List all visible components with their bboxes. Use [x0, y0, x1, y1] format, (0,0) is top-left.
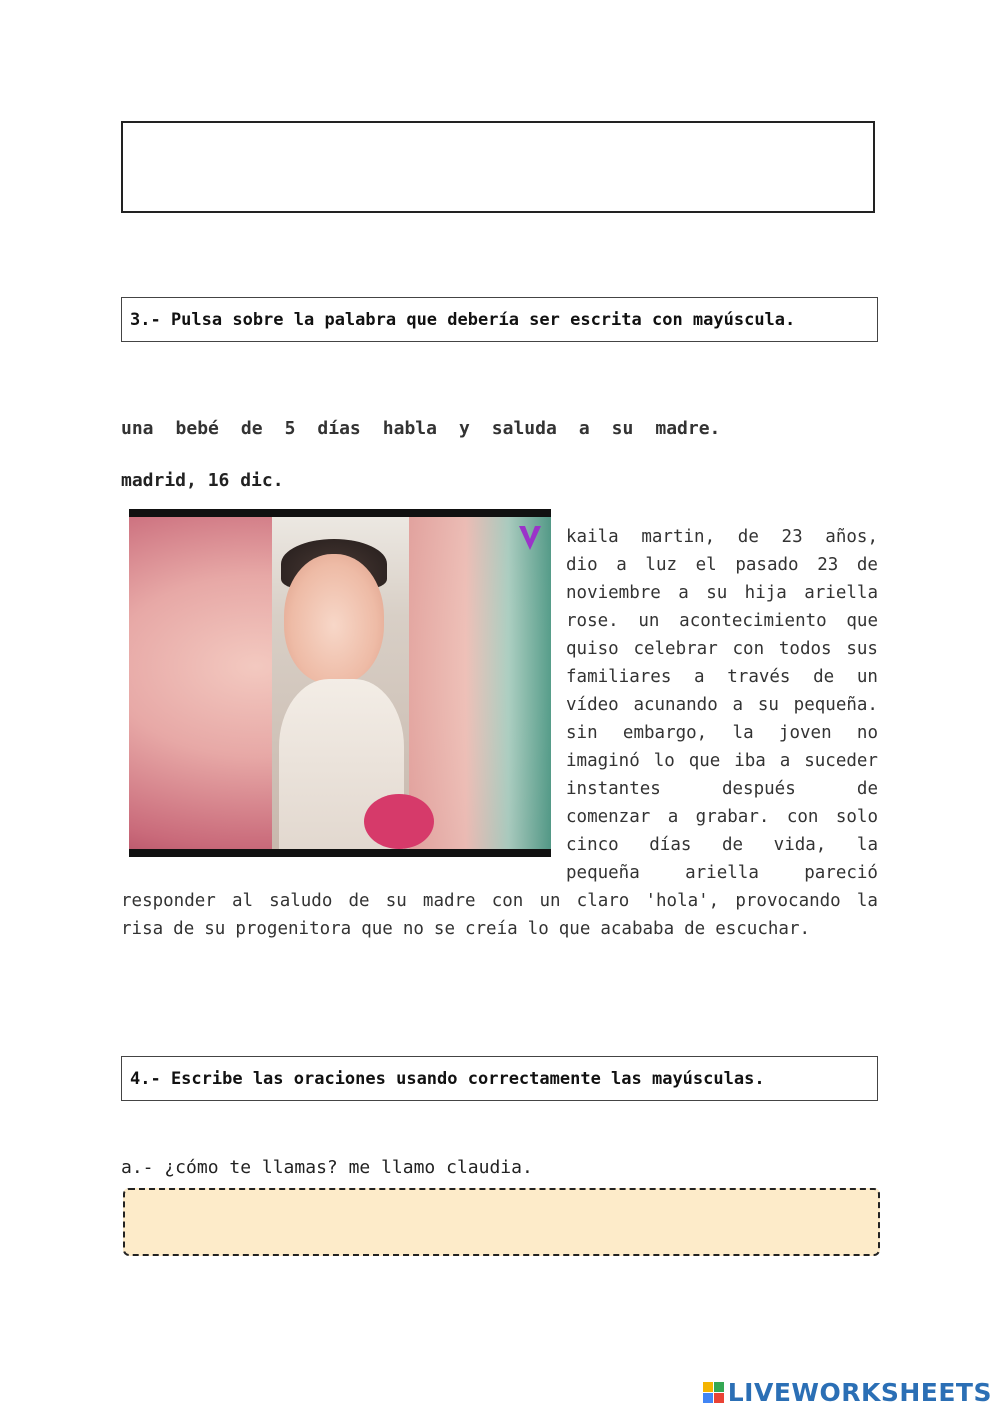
article-word[interactable]: que	[558, 919, 591, 939]
article-word[interactable]: imaginó	[566, 751, 640, 771]
instruction-4: 4.- Escribe las oraciones usando correctamente las mayúsculas.	[121, 1056, 878, 1101]
headline-word[interactable]: madre.	[655, 418, 721, 439]
article-line	[121, 887, 878, 915]
article-word[interactable]: joven	[778, 723, 832, 743]
article-word[interactable]: a	[732, 695, 744, 715]
article-word[interactable]: todos	[778, 639, 832, 659]
article-line	[121, 915, 878, 943]
article-word[interactable]: de	[813, 667, 835, 687]
date-text: 16 dic.	[207, 470, 284, 491]
article-word[interactable]: la	[856, 891, 878, 911]
dateline	[121, 470, 284, 491]
article-word[interactable]: con	[786, 807, 819, 827]
article-word[interactable]: lo	[653, 751, 675, 771]
article-word[interactable]: que	[846, 611, 878, 631]
article-line	[566, 691, 878, 719]
question-a: a.- ¿cómo te llamas? me llamo claudia.	[121, 1157, 533, 1178]
article-word[interactable]: progenitora	[235, 919, 352, 939]
baby-face	[284, 554, 384, 684]
article-word[interactable]: su	[385, 891, 407, 911]
word-madrid[interactable]: madrid,	[121, 470, 197, 491]
article-word[interactable]: no	[856, 723, 878, 743]
article-word[interactable]: 23	[817, 555, 839, 575]
article-word[interactable]: de	[348, 891, 370, 911]
article-word[interactable]: comenzar	[566, 807, 651, 827]
article-word[interactable]: lo	[527, 919, 549, 939]
article-word[interactable]: de	[173, 919, 195, 939]
liveworksheets-mark-icon	[703, 1382, 724, 1403]
article-word[interactable]: dio	[566, 555, 598, 575]
article-word[interactable]: se	[433, 919, 455, 939]
article-word[interactable]: hija	[744, 583, 787, 603]
article-word[interactable]: a	[616, 555, 627, 575]
photo-right-blur	[409, 517, 551, 849]
headline-word[interactable]: y	[458, 418, 470, 439]
article-word[interactable]: de	[722, 835, 744, 855]
article-word[interactable]: de	[856, 779, 878, 799]
article-word[interactable]: escuchar.	[715, 919, 811, 939]
article-word[interactable]: familiares	[566, 667, 672, 687]
v-logo-icon	[517, 523, 543, 553]
article-line	[566, 635, 878, 663]
article-word[interactable]: de	[684, 919, 706, 939]
article-word[interactable]: kaila	[566, 527, 619, 547]
article-line	[566, 523, 878, 551]
headline-word[interactable]: 5	[284, 418, 296, 439]
blank-answer-box	[121, 121, 875, 213]
article-line	[566, 719, 878, 747]
article-word[interactable]: acababa	[600, 919, 675, 939]
article-word[interactable]: después	[721, 779, 796, 799]
article-word[interactable]: con	[491, 891, 524, 911]
article-word[interactable]: con	[732, 639, 765, 659]
headline-word[interactable]: una	[121, 418, 154, 439]
article-word[interactable]: no	[402, 919, 424, 939]
article-word[interactable]: un	[638, 611, 660, 631]
article-word[interactable]: acunando	[633, 695, 718, 715]
article-line	[566, 803, 878, 831]
article-word[interactable]: cinco	[566, 835, 619, 855]
article-word[interactable]: que	[361, 919, 393, 939]
article-line	[566, 859, 878, 887]
article-word[interactable]: madre	[422, 891, 476, 911]
headline-word[interactable]: su	[611, 418, 634, 439]
headline-word[interactable]: habla	[382, 418, 437, 439]
article-word[interactable]: sus	[846, 639, 878, 659]
article-word[interactable]: pequeña	[566, 863, 640, 883]
article-word[interactable]: de	[856, 555, 878, 575]
article-word[interactable]: días	[649, 835, 692, 855]
article-word[interactable]: al	[231, 891, 254, 911]
article-word[interactable]: la	[856, 835, 878, 855]
article-side-text	[566, 523, 878, 887]
article-word[interactable]: iba	[734, 751, 766, 771]
article-word[interactable]: creía	[464, 919, 518, 939]
liveworksheets-logo	[703, 1378, 992, 1407]
article-line	[566, 747, 878, 775]
article-word[interactable]: luz	[645, 555, 678, 575]
article-line	[566, 663, 878, 691]
headline-word[interactable]: a	[578, 418, 590, 439]
article-word[interactable]: saludo	[269, 891, 333, 911]
article-word[interactable]: años,	[825, 527, 878, 547]
article-word[interactable]: provocando	[735, 891, 841, 911]
article-word[interactable]: su	[757, 695, 779, 715]
article-word[interactable]: instantes	[566, 779, 661, 799]
article-word[interactable]: a	[694, 667, 705, 687]
article-word[interactable]: a	[779, 751, 791, 771]
article-word[interactable]: suceder	[804, 751, 878, 771]
article-word[interactable]: través	[727, 667, 791, 687]
brand-name: LIVEWORKSHEETS	[727, 1378, 992, 1407]
article-word[interactable]: pasado	[735, 555, 799, 575]
article-full-text	[121, 887, 878, 943]
article-word[interactable]: de	[737, 527, 759, 547]
article-word[interactable]: pequeña.	[793, 695, 878, 715]
article-word[interactable]: ariella	[685, 863, 759, 883]
article-word[interactable]: que	[688, 751, 721, 771]
baby-photo	[129, 509, 551, 857]
article-word[interactable]: noviembre	[566, 583, 661, 603]
article-word[interactable]: solo	[835, 807, 878, 827]
headline-word[interactable]: días	[317, 418, 361, 439]
article-word[interactable]: claro	[576, 891, 630, 911]
headline-word[interactable]: saluda	[491, 418, 557, 439]
article-word[interactable]: el	[695, 555, 717, 575]
article-word[interactable]: acontecimiento	[679, 611, 827, 631]
article-word[interactable]: celebrar	[633, 639, 718, 659]
article-word[interactable]: a	[667, 807, 679, 827]
headline-word[interactable]: bebé	[175, 418, 219, 439]
article-word[interactable]: 23	[781, 527, 803, 547]
article-word[interactable]: vida,	[773, 835, 827, 855]
article-word[interactable]: su	[204, 919, 226, 939]
article-word[interactable]: martin,	[641, 527, 716, 547]
article-word[interactable]: embargo,	[622, 723, 708, 743]
article-word[interactable]: pareció	[804, 863, 878, 883]
article-line	[566, 579, 878, 607]
article-word[interactable]: sin	[566, 723, 598, 743]
article-word[interactable]: quiso	[566, 639, 619, 659]
article-word[interactable]: a	[678, 583, 689, 603]
article-word[interactable]: rose.	[566, 611, 619, 631]
article-word[interactable]: vídeo	[566, 695, 619, 715]
article-word[interactable]: 'hola',	[645, 891, 720, 911]
article-word[interactable]: risa	[121, 919, 164, 939]
article-word[interactable]: responder	[121, 891, 216, 911]
headline-word[interactable]: de	[240, 418, 263, 439]
article-word[interactable]: un	[539, 891, 561, 911]
article-line	[566, 551, 878, 579]
instruction-3: 3.- Pulsa sobre la palabra que debería ser escrita con mayúscula.	[121, 297, 878, 342]
article-word[interactable]: la	[732, 723, 754, 743]
article-word[interactable]: su	[706, 583, 728, 603]
article-word[interactable]: ariella	[804, 583, 878, 603]
article-line	[566, 831, 878, 859]
article-word[interactable]: un	[856, 667, 878, 687]
article-word[interactable]: grabar.	[695, 807, 770, 827]
article-line	[566, 775, 878, 803]
answer-a-field[interactable]	[123, 1188, 880, 1256]
pink-blanket	[364, 794, 434, 849]
article-line	[566, 607, 878, 635]
headline	[121, 418, 720, 439]
